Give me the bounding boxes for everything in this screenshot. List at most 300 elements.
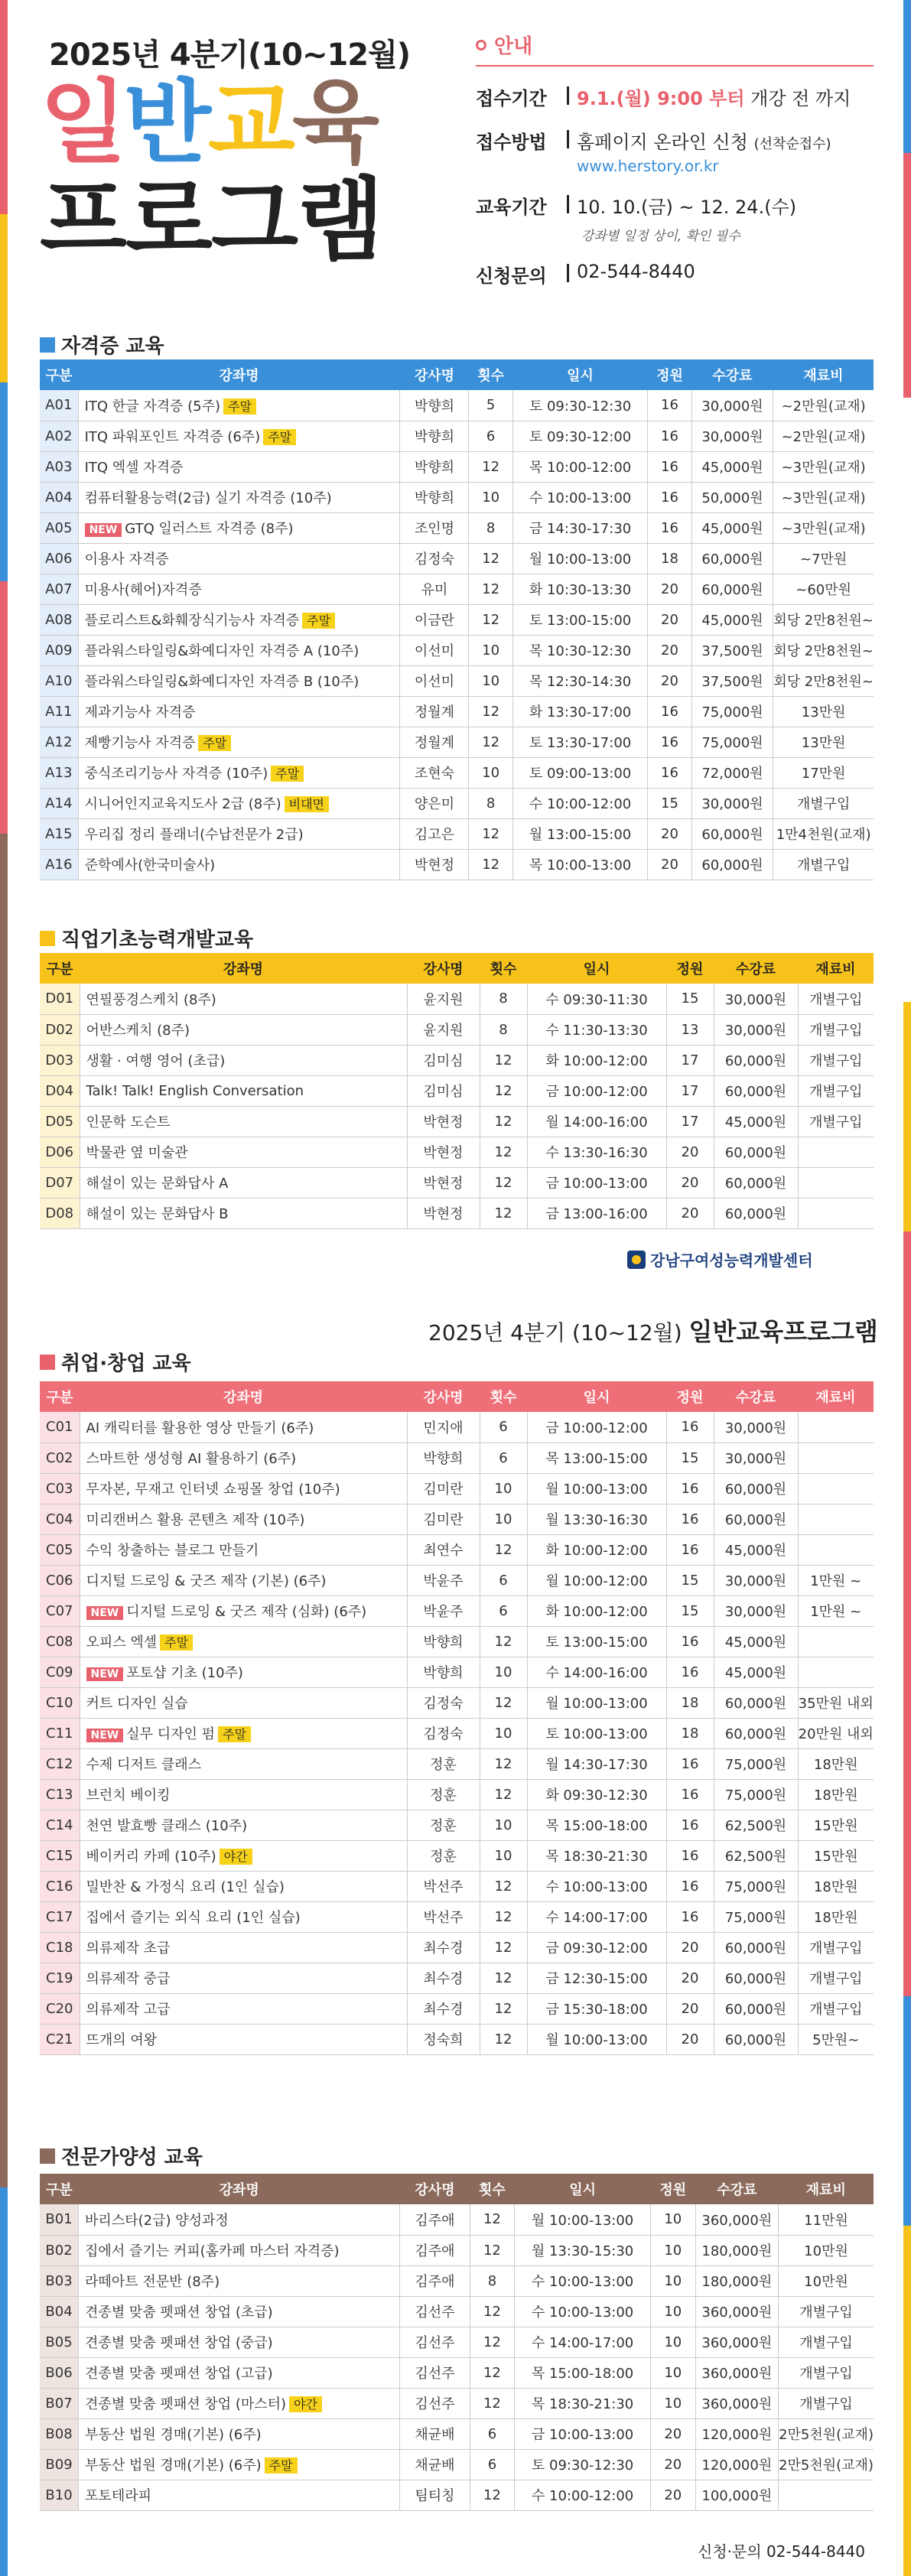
course-name: 디지털 드로잉 & 굿즈 제작 (기본) (6주): [80, 1565, 407, 1595]
table-cell: 김정숙: [407, 1687, 480, 1718]
table-cell: A11: [40, 696, 78, 727]
schedule-badge: 주말: [223, 398, 256, 415]
table-cell: 16: [666, 1626, 714, 1657]
square-icon: [40, 337, 55, 353]
course-name: 준학예사(한국미술사): [78, 849, 400, 880]
table-cell: 45,000원: [714, 1106, 798, 1137]
table-cell: 박현정: [407, 1198, 480, 1228]
table-cell: 120,000원: [695, 2449, 778, 2480]
table-cell: 6: [470, 2418, 515, 2449]
table-cell: A09: [40, 635, 78, 665]
course-name: 라떼아트 전문반 (8주): [79, 2265, 400, 2296]
table-cell: 토 09:00-13:00: [512, 757, 647, 788]
table-cell: 60,000원: [714, 1045, 798, 1075]
table-cell: 20: [666, 1963, 714, 1993]
table-row: [40, 1014, 874, 1045]
table-cell: 45,000원: [714, 1534, 798, 1565]
schedule-badge: 야간: [289, 2396, 322, 2412]
table-row: [40, 1167, 874, 1198]
table-cell: 180,000원: [695, 2265, 778, 2296]
table-cell: 수 10:00-13:00: [515, 2296, 651, 2327]
table-cell: 박향희: [400, 482, 469, 512]
table-cell: B07: [40, 2388, 79, 2418]
table-cell: [798, 1657, 874, 1687]
table-cell: B04: [40, 2296, 79, 2327]
table-cell: [798, 1442, 874, 1473]
table-cell: 1만원 ~: [798, 1565, 874, 1595]
table-cell: [798, 1626, 874, 1657]
table-cell: 개별구입: [798, 1075, 874, 1106]
table-cell: 김주애: [400, 2235, 470, 2265]
homepage-link[interactable]: www.herstory.or.kr: [577, 157, 719, 175]
course-name: 중식조리기능사 자격증 (10주) 주말: [78, 757, 400, 788]
table-cell: 12: [480, 1106, 527, 1137]
table-cell: 6: [470, 2449, 515, 2480]
table-cell: 10: [650, 2204, 695, 2235]
table-cell: 60,000원: [714, 1993, 798, 2024]
column-header: 횟수: [469, 359, 512, 390]
table-cell: 8: [480, 984, 527, 1014]
circle-icon: [476, 40, 486, 50]
column-header: 횟수: [470, 2174, 515, 2204]
table-cell: 금 10:00-13:00: [527, 1167, 666, 1198]
table-cell: 60,000원: [714, 1718, 798, 1748]
course-name: 브런치 베이킹: [80, 1779, 407, 1810]
table-cell: 12: [470, 2388, 515, 2418]
table-cell: 정숙희: [407, 2024, 480, 2054]
table-cell: 2만5천원(교재): [779, 2418, 874, 2449]
table-cell: 박향희: [400, 390, 469, 421]
table-cell: 18만원: [798, 1871, 874, 1901]
schedule-badge: 주말: [265, 2457, 298, 2474]
table-cell: 정월계: [400, 696, 469, 727]
table-row: [40, 2357, 874, 2388]
course-name: 플라워스타일링&화예디자인 자격증 A (10주): [78, 635, 400, 665]
table-cell: 16: [666, 1779, 714, 1810]
table-cell: 17만원: [773, 757, 874, 788]
table-row: [40, 390, 874, 421]
info-row-period: 접수기간 9.1.(월) 9:00 부터 개강 전 까지: [476, 83, 874, 110]
table-cell: 16: [648, 512, 691, 543]
schedule-badge: 주말: [218, 1726, 251, 1742]
table-row: [40, 1137, 874, 1167]
table-cell: 유미: [400, 574, 469, 604]
table-cell: 16: [666, 1473, 714, 1504]
table-cell: 10: [480, 1840, 527, 1871]
course-name: 수익 창출하는 블로그 만들기: [80, 1534, 407, 1565]
table-cell: [798, 1198, 874, 1228]
table-cell: [779, 2480, 874, 2510]
table-cell: ~7만원: [773, 543, 874, 574]
table-cell: 수 13:30-16:30: [527, 1137, 666, 1167]
table-cell: 30,000원: [714, 1442, 798, 1473]
column-header: 강좌명: [79, 2174, 400, 2204]
table-cell: B10: [40, 2480, 79, 2510]
table-cell: 수 10:00-12:00: [512, 788, 647, 818]
table-cell: 목 10:00-12:00: [512, 451, 647, 482]
table-cell: 박향희: [400, 421, 469, 451]
table-row: [40, 696, 874, 727]
table-cell: 박향희: [407, 1442, 480, 1473]
course-name: 생활 · 여행 영어 (초급): [80, 1045, 407, 1075]
table-cell: 윤지원: [407, 1014, 480, 1045]
new-badge: NEW: [86, 1606, 124, 1620]
column-header: 일시: [527, 953, 666, 984]
table-row: [40, 1657, 874, 1687]
contact-phone: 02-544-8440: [577, 261, 695, 282]
table-cell: 박선주: [407, 1871, 480, 1901]
course-name: 미용사(헤어)자격증: [78, 574, 400, 604]
course-name: AI 캐릭터를 활용한 영상 만들기 (6주): [80, 1412, 407, 1442]
column-header: 정원: [648, 359, 691, 390]
course-name: 천연 발효빵 클래스 (10주): [80, 1810, 407, 1840]
table-row: [40, 512, 874, 543]
table-cell: 김고은: [400, 818, 469, 849]
table-cell: 박향희: [407, 1657, 480, 1687]
course-name: Talk! Talk! English Conversation: [80, 1075, 407, 1106]
table-cell: 10: [480, 1657, 527, 1687]
header-period: 2025년 4분기(10~12월): [49, 37, 411, 73]
square-icon: [40, 931, 55, 946]
table-cell: B06: [40, 2357, 79, 2388]
course-name: 집에서 즐기는 커피(홈카페 마스터 자격증): [79, 2235, 400, 2265]
table-cell: 수 10:00-12:00: [515, 2480, 651, 2510]
info-title: 안내: [476, 31, 874, 67]
table-cell: 30,000원: [714, 1565, 798, 1595]
table-row: [40, 757, 874, 788]
column-header: 재료비: [798, 1381, 874, 1412]
table-cell: 금 09:30-12:00: [527, 1932, 666, 1963]
column-header: 재료비: [798, 953, 874, 984]
table-cell: 수 10:00-13:00: [515, 2265, 651, 2296]
table-cell: C01: [40, 1412, 80, 1442]
table-cell: 토 13:00-15:00: [512, 604, 647, 635]
schedule-badge: 비대면: [285, 796, 329, 812]
table-cell: 13만원: [773, 696, 874, 727]
course-name: NEW GTQ 일러스트 자격증 (8주): [78, 512, 400, 543]
table-cell: D04: [40, 1075, 80, 1106]
table-cell: 월 14:00-16:00: [527, 1106, 666, 1137]
table-cell: 16: [666, 1412, 714, 1442]
table-cell: 30,000원: [714, 1595, 798, 1626]
course-name: ITQ 파워포인트 자격증 (6주) 주말: [78, 421, 400, 451]
table-row: [40, 2449, 874, 2480]
table-cell: 18만원: [798, 1901, 874, 1932]
course-name: 어반스케치 (8주): [80, 1014, 407, 1045]
table-cell: [798, 1137, 874, 1167]
table-cell: 360,000원: [695, 2357, 778, 2388]
table-cell: 37,500원: [691, 635, 773, 665]
table-cell: [798, 1473, 874, 1504]
table-cell: 12: [480, 1534, 527, 1565]
table-cell: 박현정: [407, 1106, 480, 1137]
table-cell: 목 18:30-21:30: [515, 2388, 651, 2418]
column-header: 정원: [650, 2174, 695, 2204]
table-cell: 60,000원: [714, 1932, 798, 1963]
new-badge: NEW: [85, 523, 122, 537]
table-cell: A04: [40, 482, 78, 512]
table-cell: 8: [470, 2265, 515, 2296]
table-cell: 목 10:00-13:00: [512, 849, 647, 880]
table-cell: 62,500원: [714, 1810, 798, 1840]
table-cell: ~3만원(교재): [773, 512, 874, 543]
table-cell: 6: [469, 421, 512, 451]
table-cell: 개별구입: [773, 849, 874, 880]
table-cell: D06: [40, 1137, 80, 1167]
table-cell: 20: [648, 574, 691, 604]
table-cell: C05: [40, 1534, 80, 1565]
table-cell: 2만5천원(교재): [779, 2449, 874, 2480]
table-cell: 180,000원: [695, 2235, 778, 2265]
table-cell: 12: [480, 1963, 527, 1993]
info-row-contact: 신청문의 02-544-8440: [476, 261, 874, 288]
table-cell: 60,000원: [714, 1075, 798, 1106]
table-cell: 50,000원: [691, 482, 773, 512]
table-cell: ~60만원: [773, 574, 874, 604]
course-name: 바리스타(2급) 양성과정: [79, 2204, 400, 2235]
table-cell: 30,000원: [691, 390, 773, 421]
table-cell: 8: [480, 1014, 527, 1045]
course-name: 우리집 정리 플래너(수납전문가 2급): [78, 818, 400, 849]
table-cell: 16: [648, 757, 691, 788]
table-row: [40, 1932, 874, 1963]
table-cell: 30,000원: [714, 984, 798, 1014]
table-cell: 화 13:30-17:00: [512, 696, 647, 727]
table-cell: 10: [480, 1473, 527, 1504]
table-cell: 12: [469, 696, 512, 727]
table-cell: A07: [40, 574, 78, 604]
table-cell: C16: [40, 1871, 80, 1901]
table-cell: 김정숙: [407, 1718, 480, 1748]
table-cell: 개별구입: [779, 2327, 874, 2357]
course-name: 무자본, 무재고 인터넷 쇼핑몰 창업 (10주): [80, 1473, 407, 1504]
table-cell: 8: [469, 512, 512, 543]
table-cell: 12: [469, 849, 512, 880]
table-row: [40, 1963, 874, 1993]
table-row: [40, 635, 874, 665]
table-row: [40, 1810, 874, 1840]
table-cell: 토 13:30-17:00: [512, 727, 647, 757]
table-cell: 12: [480, 1993, 527, 2024]
table-cell: 조인명: [400, 512, 469, 543]
table-cell: C07: [40, 1595, 80, 1626]
table-cell: 6: [480, 1442, 527, 1473]
table-cell: C09: [40, 1657, 80, 1687]
column-header: 강사명: [407, 1381, 480, 1412]
table-cell: 60,000원: [691, 543, 773, 574]
table-cell: 6: [480, 1595, 527, 1626]
table-cert: [40, 359, 874, 880]
table-cell: 10: [650, 2296, 695, 2327]
table-cell: 화 09:30-12:30: [527, 1779, 666, 1810]
table-cell: C15: [40, 1840, 80, 1871]
table-cell: C19: [40, 1963, 80, 1993]
table-cell: 10만원: [779, 2235, 874, 2265]
table-cell: 20: [648, 818, 691, 849]
table-cell: 18만원: [798, 1779, 874, 1810]
table-row: [40, 2388, 874, 2418]
table-cell: 12: [469, 727, 512, 757]
course-name: 수제 디저트 클래스: [80, 1748, 407, 1779]
table-cell: 민지애: [407, 1412, 480, 1442]
table-cell: 조현숙: [400, 757, 469, 788]
header-subtitle: 프로그램: [40, 168, 382, 274]
table-row: [40, 1534, 874, 1565]
course-name: 오피스 엑셀 주말: [80, 1626, 407, 1657]
table-cell: 월 10:00-13:00: [527, 1473, 666, 1504]
table-cell: 75,000원: [714, 1748, 798, 1779]
course-name: 의류제작 초급: [80, 1932, 407, 1963]
table-cell: 수 14:00-17:00: [527, 1901, 666, 1932]
table-cell: 16: [666, 1657, 714, 1687]
table-cell: 12: [480, 1626, 527, 1657]
square-icon: [40, 1355, 55, 1370]
table-cell: 16: [666, 1748, 714, 1779]
column-header: 강좌명: [78, 359, 400, 390]
column-header: 수강료: [714, 1381, 798, 1412]
table-cell: 16: [666, 1840, 714, 1871]
table-cell: 윤지원: [407, 984, 480, 1014]
course-name: 해설이 있는 문화답사 B: [80, 1198, 407, 1228]
table-cell: A12: [40, 727, 78, 757]
table-cell: 5: [469, 390, 512, 421]
table-cell: 16: [666, 1504, 714, 1534]
table-cell: C10: [40, 1687, 80, 1718]
table-cell: 60,000원: [691, 574, 773, 604]
table-cell: 화 10:00-12:00: [527, 1595, 666, 1626]
column-header: 정원: [666, 1381, 714, 1412]
table-cell: 10: [650, 2327, 695, 2357]
column-header: 일시: [512, 359, 647, 390]
course-name: 스마트한 생성형 AI 활용하기 (6주): [80, 1442, 407, 1473]
table-cell: 12: [470, 2235, 515, 2265]
table-row: [40, 1442, 874, 1473]
table-cell: 360,000원: [695, 2296, 778, 2327]
table-cell: 16: [648, 696, 691, 727]
table-cell: 20: [648, 849, 691, 880]
table-row: [40, 849, 874, 880]
table-cell: 45,000원: [691, 604, 773, 635]
table-cell: ~2만원(교재): [773, 390, 874, 421]
course-name: 커트 디자인 실습: [80, 1687, 407, 1718]
table-cell: 최수경: [407, 1963, 480, 1993]
table-cell: 금 15:30-18:00: [527, 1993, 666, 2024]
table-cell: 박현정: [407, 1137, 480, 1167]
table-cell: 월 10:00-13:00: [512, 543, 647, 574]
table-cell: 60,000원: [714, 1504, 798, 1534]
table-cell: 5만원~: [798, 2024, 874, 2054]
course-name: 베이커리 카페 (10주) 야간: [80, 1840, 407, 1871]
subheader: 2025년 4분기 (10~12월) 일반교육프로그램: [428, 1317, 878, 1346]
table-cell: 18만원: [798, 1748, 874, 1779]
table-cell: 월 13:30-16:30: [527, 1504, 666, 1534]
table-cell: 13: [666, 1014, 714, 1045]
table-cell: 월 10:00-13:00: [527, 1687, 666, 1718]
table-cell: 10: [650, 2388, 695, 2418]
table-cell: 17: [666, 1075, 714, 1106]
course-name: 뜨개의 여왕: [80, 2024, 407, 2054]
table-row: [40, 665, 874, 696]
table-row: [40, 1687, 874, 1718]
table-row: [40, 2327, 874, 2357]
table-cell: B01: [40, 2204, 79, 2235]
table-cell: 박현정: [407, 1167, 480, 1198]
column-header: 수강료: [695, 2174, 778, 2204]
table-cell: 12: [469, 574, 512, 604]
table-cell: 11만원: [779, 2204, 874, 2235]
column-header: 강사명: [400, 2174, 470, 2204]
table-cell: 12: [480, 1167, 527, 1198]
table-cell: ~3만원(교재): [773, 451, 874, 482]
table-cell: A15: [40, 818, 78, 849]
table-cell: 15: [648, 788, 691, 818]
table-cell: 62,500원: [714, 1840, 798, 1871]
column-header: 재료비: [773, 359, 874, 390]
table-row: [40, 482, 874, 512]
table-cell: 김미심: [407, 1045, 480, 1075]
table-cell: C14: [40, 1810, 80, 1840]
table-cell: 10만원: [779, 2265, 874, 2296]
table-cell: 12: [470, 2327, 515, 2357]
column-header: 강좌명: [80, 1381, 407, 1412]
table-cell: A02: [40, 421, 78, 451]
table-cell: 15: [666, 1442, 714, 1473]
table-cell: 토 09:30-12:30: [512, 390, 647, 421]
column-header: 강좌명: [80, 953, 407, 984]
course-name: 견종별 맞춤 펫패션 창업 (고급): [79, 2357, 400, 2388]
course-name: ITQ 한글 자격증 (5주) 주말: [78, 390, 400, 421]
title-char: 반: [124, 70, 208, 175]
table-cell: B02: [40, 2235, 79, 2265]
table-cell: A06: [40, 543, 78, 574]
table-cell: 박향희: [407, 1626, 480, 1657]
section-title-cert: 자격증 교육: [40, 330, 164, 359]
table-cell: 12: [480, 1137, 527, 1167]
course-name: ITQ 엑셀 자격증: [78, 451, 400, 482]
table-cell: 6: [480, 1565, 527, 1595]
table-cell: 60,000원: [714, 1963, 798, 1993]
table-cell: 목 15:00-18:00: [527, 1810, 666, 1840]
table-cell: D03: [40, 1045, 80, 1075]
course-name: 플라워스타일링&화예디자인 자격증 B (10주): [78, 665, 400, 696]
table-cell: 16: [648, 727, 691, 757]
title-char: 교: [208, 70, 292, 175]
table-cell: 15: [666, 984, 714, 1014]
table-cell: 개별구입: [779, 2388, 874, 2418]
table-cell: 수 14:00-16:00: [527, 1657, 666, 1687]
table-cell: 회당 2만8천원~: [773, 665, 874, 696]
table-cell: C04: [40, 1504, 80, 1534]
table-cell: 12: [480, 1045, 527, 1075]
column-header: 구분: [40, 359, 78, 390]
schedule-badge: 주말: [302, 613, 335, 629]
course-name: 부동산 법원 경매(기본) (6주): [79, 2418, 400, 2449]
table-row: [40, 2235, 874, 2265]
course-name: 견종별 맞춤 펫패션 창업 (마스터) 야간: [79, 2388, 400, 2418]
table-row: [40, 1626, 874, 1657]
table-row: [40, 2296, 874, 2327]
table-cell: 토 13:00-15:00: [527, 1626, 666, 1657]
table-cell: 정훈: [407, 1779, 480, 1810]
column-header: 강사명: [400, 359, 469, 390]
footer-contact: 신청·문의 02-544-8440: [698, 2542, 865, 2561]
table-cell: 12: [480, 2024, 527, 2054]
table-cell: 박윤주: [407, 1565, 480, 1595]
table-cell: 회당 2만8천원~: [773, 604, 874, 635]
table-cell: D01: [40, 984, 80, 1014]
table-cell: 개별구입: [798, 1014, 874, 1045]
table-cell: 15만원: [798, 1810, 874, 1840]
